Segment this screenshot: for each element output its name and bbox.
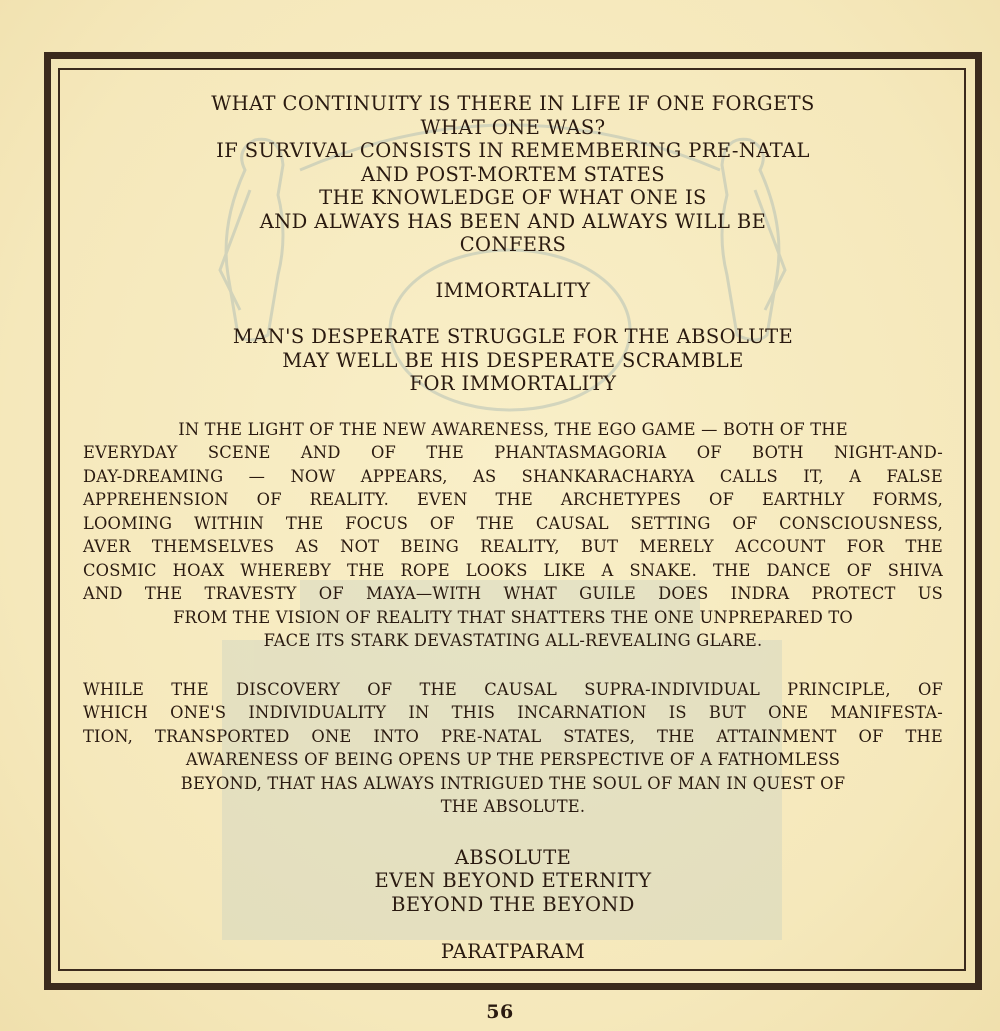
struggle-line: FOR IMMORTALITY [409,372,617,395]
struggle-verse [70,325,956,396]
intro-line: AND POST-MORTEM STATES [361,162,665,186]
paragraph-line: AWARENESS OF BEING OPENS UP THE PERSPECTIVE OF A FATHOMLESS [185,750,841,769]
intro-line: THE KNOWLEDGE OF WHAT ONE IS [319,186,707,209]
paragraph-causal-principle [83,678,943,819]
paragraph-line: EVERYDAY SCENE AND OF THE PHANTASMAGORIA OF BOTH NIGHT-AND- [83,443,943,462]
paragraph-line: WHILE THE DISCOVERY OF THE CAUSAL SUPRA-INDIVIDUAL PRINCIPLE, OF [83,679,943,699]
paragraph-line: FACE ITS STARK DEVASTATING ALL-REVEALING GLARE. [263,631,763,650]
page-content [70,92,956,964]
immortality-line: IMMORTALITY [435,278,591,302]
paragraph-line: LOOMING WITHIN THE FOCUS OF THE CAUSAL SETTING OF CONSCIOUSNESS, [83,513,943,533]
paratparam-line: PARATPARAM [440,940,586,963]
absolute-line: BEYOND THE BEYOND [391,892,635,916]
intro-verse [70,92,956,257]
struggle-line: MAY WELL BE HIS DESPERATE SCRAMBLE [282,348,744,372]
paragraph-line: TION, TRANSPORTED ONE INTO PRE-NATAL STATES, THE ATTAINMENT OF THE [83,726,943,746]
absolute-line: ABSOLUTE [454,845,572,869]
paragraph-line: BEYOND, THAT HAS ALWAYS INTRIGUED THE SOUL OF MAN IN QUEST OF [180,773,846,793]
paragraph-line: IN THE LIGHT OF THE NEW AWARENESS, THE EGO GAME — BOTH OF THE [178,419,848,439]
paragraph-line: AND THE TRAVESTY OF MAYA—WITH WHAT GUILE DOES INDRA PROTECT US [83,584,943,603]
intro-line: CONFERS [459,233,567,256]
absolute-line: EVEN BEYOND ETERNITY [374,869,652,892]
page-number: 56 [486,1001,514,1023]
paragraph-line: APPREHENSION OF REALITY. EVEN THE ARCHETYPES OF EARTHLY FORMS, [83,490,943,509]
paragraph-line: FROM THE VISION OF REALITY THAT SHATTERS THE ONE UNPREPARED TO [173,607,853,627]
intro-line: WHAT CONTINUITY IS THERE IN LIFE IF ONE FORGETS [211,92,815,115]
intro-line: WHAT ONE WAS? [420,115,606,139]
intro-line: AND ALWAYS HAS BEEN AND ALWAYS WILL BE [259,209,767,233]
paratparam-heading [70,940,956,964]
paragraph-ego-game [83,418,943,653]
paragraph-line: WHICH ONE'S INDIVIDUALITY IN THIS INCARNATION IS BUT ONE MANIFESTA- [83,703,943,722]
paragraph-line: AVER THEMSELVES AS NOT BEING REALITY, BUT MERELY ACCOUNT FOR THE [83,537,943,556]
absolute-verse [70,846,956,917]
paragraph-line: COSMIC HOAX WHEREBY THE ROPE LOOKS LIKE A SNAKE. THE DANCE OF SHIVA [83,560,943,580]
struggle-line: MAN'S DESPERATE STRUGGLE FOR THE ABSOLUTE [232,325,794,348]
immortality-heading [70,279,956,303]
intro-line: IF SURVIVAL CONSISTS IN REMEMBERING PRE-NATAL [216,139,810,162]
paragraph-line: THE ABSOLUTE. [440,797,586,816]
paragraph-line: DAY-DREAMING — NOW APPEARS, AS SHANKARACHARYA CALLS IT, A FALSE [83,466,943,486]
